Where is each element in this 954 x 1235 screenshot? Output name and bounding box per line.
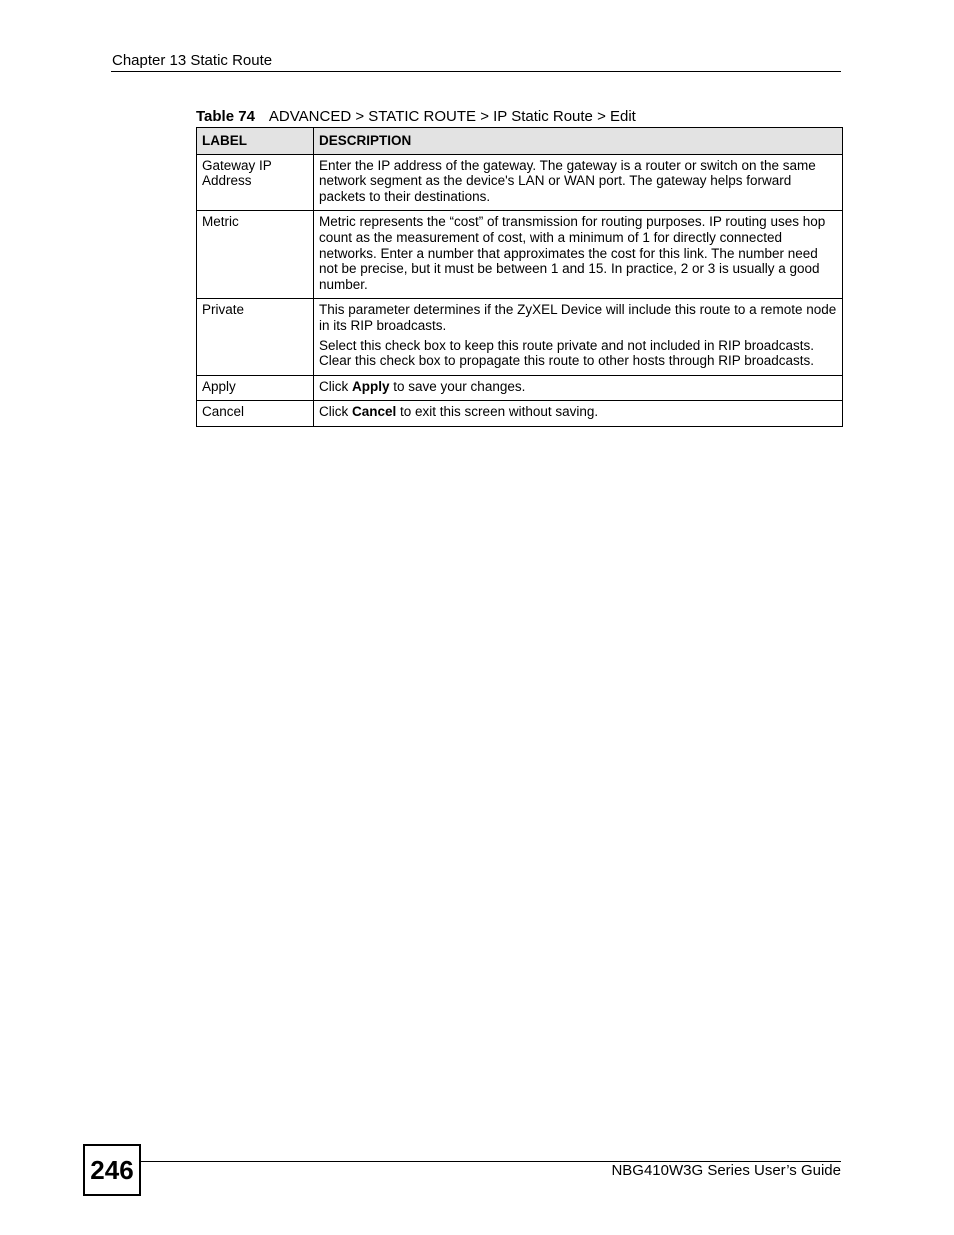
description-bold-term: Apply bbox=[352, 378, 390, 394]
table-caption-title: ADVANCED > STATIC ROUTE > IP Static Route > Edit bbox=[268, 108, 636, 125]
description-text: Click bbox=[319, 378, 352, 394]
description-text: to save your changes. bbox=[389, 378, 526, 394]
page-number: 246 bbox=[83, 1144, 141, 1196]
column-header-description: DESCRIPTION bbox=[314, 128, 843, 155]
row-label-apply: Apply bbox=[197, 375, 314, 401]
row-label-cancel: Cancel bbox=[197, 401, 314, 427]
description-paragraph: Metric represents the “cost” of transmission for routing purposes. IP routing uses hop count as the measurement of cost, with a minimum of 1 for directly connected networks. Enter a number that approximates the cost for this link. The number need not be precise, but it must be between 1 and 15. In practice, 2 or 3 is usually a good number. bbox=[319, 214, 826, 292]
description-text: Click bbox=[319, 404, 352, 420]
row-description-cancel bbox=[314, 401, 843, 427]
row-description-gateway-ip-address bbox=[314, 154, 843, 211]
row-description-apply bbox=[314, 375, 843, 401]
description-paragraph: Enter the IP address of the gateway. The gateway is a router or switch on the same network segment as the device's LAN or WAN port. The gateway helps forward packets to their destinations. bbox=[319, 157, 816, 204]
row-label-private: Private bbox=[197, 299, 314, 375]
description-paragraph: This parameter determines if the ZyXEL Device will include this route to a remote node in its RIP broadcasts. bbox=[319, 302, 837, 333]
column-header-label: LABEL bbox=[197, 128, 314, 155]
table-header-row bbox=[197, 128, 843, 155]
row-description-private bbox=[314, 299, 843, 375]
table-caption bbox=[196, 108, 636, 126]
chapter-header: Chapter 13 Static Route bbox=[112, 52, 273, 69]
row-label-gateway-ip-address: Gateway IP Address bbox=[197, 154, 314, 211]
static-route-edit-table bbox=[196, 127, 843, 427]
table-caption-label: Table 74 bbox=[196, 108, 255, 125]
description-paragraph: Select this check box to keep this route private and not included in RIP broadcasts. Clear this check box to propagate this route to other hosts through RIP broadcasts. bbox=[319, 337, 815, 369]
row-description-metric bbox=[314, 211, 843, 299]
table-row bbox=[197, 211, 843, 299]
table-row bbox=[197, 154, 843, 211]
description-text: to exit this screen without saving. bbox=[396, 404, 599, 420]
row-label-metric: Metric bbox=[197, 211, 314, 299]
table-row bbox=[197, 375, 843, 401]
description-bold-term: Cancel bbox=[352, 404, 397, 420]
header-divider bbox=[111, 71, 841, 72]
guide-title: NBG410W3G Series User’s Guide bbox=[611, 1162, 841, 1179]
table-row bbox=[197, 401, 843, 427]
table-row bbox=[197, 299, 843, 375]
